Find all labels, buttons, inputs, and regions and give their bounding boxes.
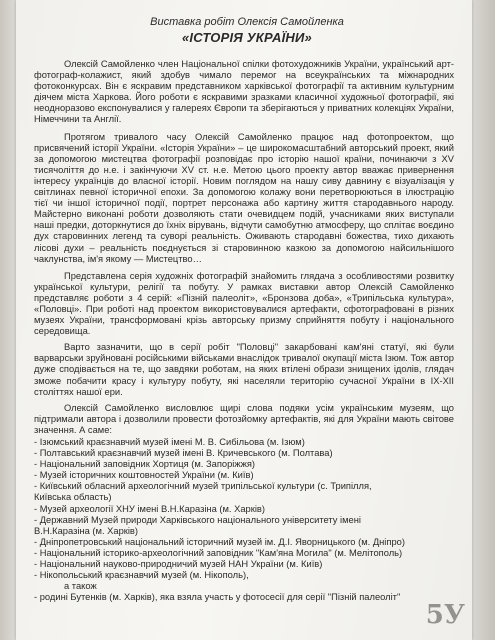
museum-list-item: - Дніпропетровський національний історичний музей ім. Д.І. Яворницького (м. Дніпро) <box>34 536 405 547</box>
museum-list-item: Київська область) <box>34 492 112 503</box>
paragraph-biography: Олексій Самойленко член Національної спілки фотохудожників України, український арт-фотограф-колажист, який здобув чимало перемог на всеукраїнських та міжнародних фотоконкурсах. Він є яскравим представником харківської фотографії та активним культурним діячем міста Харкова. Його роботи є яскравими зразками класичної художньої фотографії, які неодноразово експонувалися у галереях Європи та зберігаються у приватних колекціях України, Німеччини та Англії. <box>34 59 454 125</box>
poster-content <box>34 16 454 603</box>
museum-list-item: - Ізюмський краєзнавчий музей імені М. В. Сибільова (м. Ізюм) <box>34 437 305 447</box>
paragraph-gratitude: Олексій Самойленко висловлює щирі слова подяки усім українським музеям, що підтримали автора і дозволили провести фотозйомку артефактів, які для України мають світове значення. А саме: <box>34 402 454 435</box>
museum-list-item: - Національний історико-археологічний заповідник "Кам'яна Могила" (м. Мелітополь) <box>34 547 403 558</box>
paragraph-polovtsi: Варто зазначити, що в серії робіт "Половці" закарбовані кам'яні статуї, які були варварськи зруйновані російськими військами внаслідок тривалої окупації міста Ізюм. Тож автор дуже сподівається на те, що завдяки роботам, на яких втілені образи знищених ідолів, глядач зможе побачити красу і культуру побуту, які населяли територію сучасної України в IX-XII століттях нашої ери. <box>34 342 454 397</box>
museum-list-item: В.Н.Каразіна (м. Харків) <box>34 525 139 536</box>
museum-list-item: - Музей історичних коштовностей України (м. Київ) <box>34 470 254 481</box>
museum-list-item: - Київський обласний археологічний музей трипільської культури (с. Трипілля, <box>34 481 372 492</box>
museum-list-item: а також <box>64 581 97 592</box>
museum-list-item: - Музей археології ХНУ імені В.Н.Каразіна (м. Харків) <box>34 503 265 514</box>
museum-list-item: - Полтавський краєзнавчий музей імені В. Кричевського (м. Полтава) <box>34 448 333 459</box>
watermark-logo: 5У <box>425 600 465 630</box>
exhibition-title: «ІСТОРІЯ УКРАЇНИ» <box>181 30 312 45</box>
paragraph-series: Представлена серія художніх фотографій знайомить глядача з особливостями розвитку української культури, релігії та побуту. У рамках виставки автор Олексій Самойленко представляє роботи з 4 серій: «Пізній палеоліт», «Бронзова доба», «Трипільська культура», «Половці». При роботі над проектом використовувалися артефакти, сфотографовані в різних музеях України, трансформовані крізь авторську призму сприйняття побуту і національного середовища. <box>34 270 454 337</box>
museum-list-item: - Державний Музей природи Харківського національного університету імені <box>34 514 361 525</box>
wall-right <box>475 0 495 640</box>
exhibition-heading: Виставка робіт Олексія Самойленка <box>150 16 344 28</box>
museum-list <box>34 437 454 603</box>
museum-list-item: - Національний заповідник Хортиця (м. Запоріжжя) <box>34 459 256 470</box>
museum-list-item: - родині Бутенків (м. Харків), яка взяла участь у фотосесії для серії "Пізній палеоліт" <box>34 592 401 603</box>
museum-list-item: - Нікопольський краєзнавчий музей (м. Нікополь), <box>34 570 249 581</box>
exhibition-poster <box>16 0 472 640</box>
paragraph-project: Протягом тривалого часу Олексій Самойленко працює над фотопроектом, що присвячений історії України. «Історія України» – це широкомасштабний авторський проект, який за допомогою мистецтва фотографії розповідає про історію нашої країни, починаючи з XV тисячоліття до н.е. і закінчуючи XV ст. н.е. Метою цього проекту автор вважає привернення інтересу українців до власної історії. Новим поглядом на нашу сиву давнину є візуалізація у світлинах певної історичної епохи. За допомогою колажу вони перетворюються в ілюстрацію тієї чи іншої історичної події, портрет персонажа або картину життя стародавнього народу. Майстерно виконані роботи дозволяють стати очевидцем подій, учасниками яких виступали наші предки, доторкнутися до їхніх вірувань, відчути самобутню атмосферу, що сплітає воєдино дух старовинних легенд та суворі реальність. Оживають стародавні божества, тихо дихають лісові духи – реальність поєднується зі старовинною казкою за допомогою найсильнішого чаклунства, ім'я якому — Мистецтво… <box>34 131 454 264</box>
museum-list-item: - Національний науково-природничий музей НАН України (м. Київ) <box>34 559 323 570</box>
wall-left <box>0 0 14 640</box>
